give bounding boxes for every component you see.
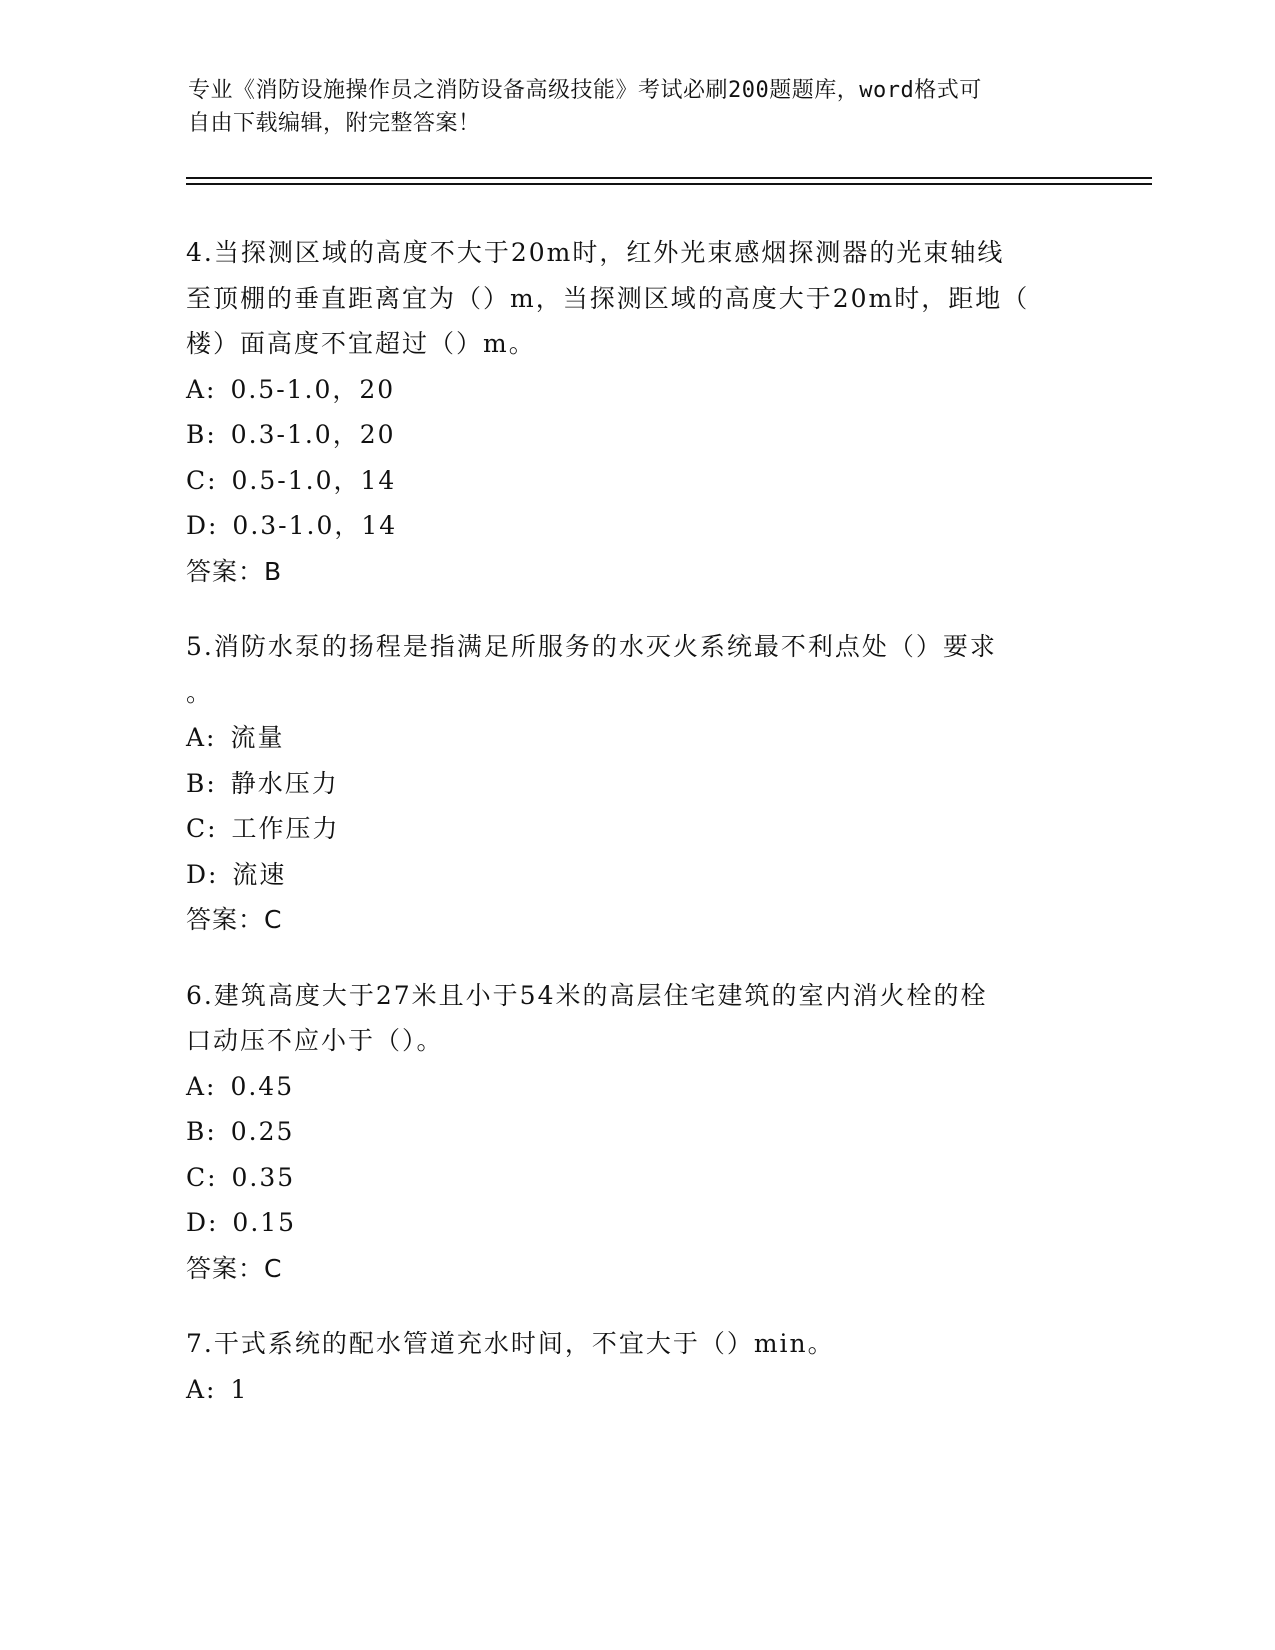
option-d — [186, 1200, 1086, 1246]
option-text: 0.5-1.0，20 — [230, 374, 396, 404]
option-text: 工作压力 — [231, 814, 340, 843]
question-stem — [186, 973, 1086, 1064]
option-text: 0.3-1.0，14 — [232, 511, 398, 540]
option-c — [186, 1155, 1086, 1201]
option-text: 0.15 — [232, 1208, 297, 1237]
option-b — [186, 761, 1086, 807]
option-letter: D: — [186, 859, 219, 889]
option-a — [186, 1064, 1086, 1110]
option-letter: A: — [186, 374, 217, 404]
option-a — [186, 715, 1086, 761]
option-d — [186, 852, 1086, 898]
question-5 — [186, 624, 1086, 943]
header-divider — [186, 177, 1152, 179]
option-letter: C: — [186, 465, 218, 495]
option-a — [186, 367, 1086, 413]
stem-line: 至顶棚的垂直距离宜为（）m，当探测区域的高度大于20m时，距地（ — [186, 283, 1030, 313]
stem-line: 4.当探测区域的高度不大于20m时，红外光束感烟探测器的光束轴线 — [186, 238, 1005, 267]
option-text: 0.25 — [230, 1117, 295, 1146]
question-stem — [186, 230, 1086, 367]
header-line: 自由下载编辑，附完整答案！ — [188, 111, 481, 136]
option-b — [186, 1109, 1086, 1155]
question-stem — [186, 624, 1086, 715]
option-letter: B: — [186, 768, 217, 798]
option-letter: B: — [186, 1117, 217, 1146]
option-letter: C: — [186, 814, 218, 843]
stem-line: 楼）面高度不宜超过（）m。 — [186, 329, 536, 358]
question-6 — [186, 973, 1086, 1292]
question-7 — [186, 1321, 1086, 1412]
option-a — [186, 1367, 1086, 1413]
header-divider — [186, 183, 1152, 185]
option-c — [186, 458, 1086, 504]
answer-line: 答案：C — [186, 905, 283, 934]
answer-line: 答案：C — [186, 1253, 283, 1283]
option-letter: A: — [186, 723, 217, 752]
answer-line: 答案：B — [186, 556, 283, 586]
option-d — [186, 503, 1086, 549]
option-text: 0.5-1.0，14 — [231, 465, 397, 495]
stem-line: 6.建筑高度大于27米且小于54米的高层住宅建筑的室内消火栓的栓 — [186, 980, 988, 1010]
stem-line: 口动压不应小于（）。 — [186, 1026, 444, 1055]
question-4 — [186, 230, 1086, 594]
option-text: 1 — [230, 1374, 249, 1404]
option-letter: C: — [186, 1162, 218, 1192]
question-stem — [186, 1321, 1086, 1367]
option-text: 流量 — [230, 723, 285, 752]
question-list — [186, 230, 1086, 1442]
stem-line: 7.干式系统的配水管道充水时间，不宜大于（）min。 — [186, 1329, 835, 1358]
option-text: 静水压力 — [230, 768, 339, 798]
option-b — [186, 412, 1086, 458]
stem-line: 5.消防水泵的扬程是指满足所服务的水灭火系统最不利点处（）要求 — [186, 632, 997, 661]
header-line: 专业《消防设施操作员之消防设备高级技能》考试必刷200题题库，word格式可 — [188, 78, 982, 103]
option-letter: D: — [186, 1208, 219, 1237]
option-text: 0.3-1.0，20 — [230, 420, 396, 449]
option-c — [186, 806, 1086, 852]
option-letter: A: — [186, 1374, 217, 1404]
document-header — [188, 74, 1068, 140]
option-text: 0.35 — [231, 1162, 296, 1192]
option-letter: D: — [186, 511, 219, 540]
option-letter: B: — [186, 420, 217, 449]
option-text: 流速 — [232, 859, 287, 889]
stem-line: 。 — [186, 677, 214, 707]
option-letter: A: — [186, 1071, 217, 1101]
option-text: 0.45 — [230, 1071, 295, 1101]
